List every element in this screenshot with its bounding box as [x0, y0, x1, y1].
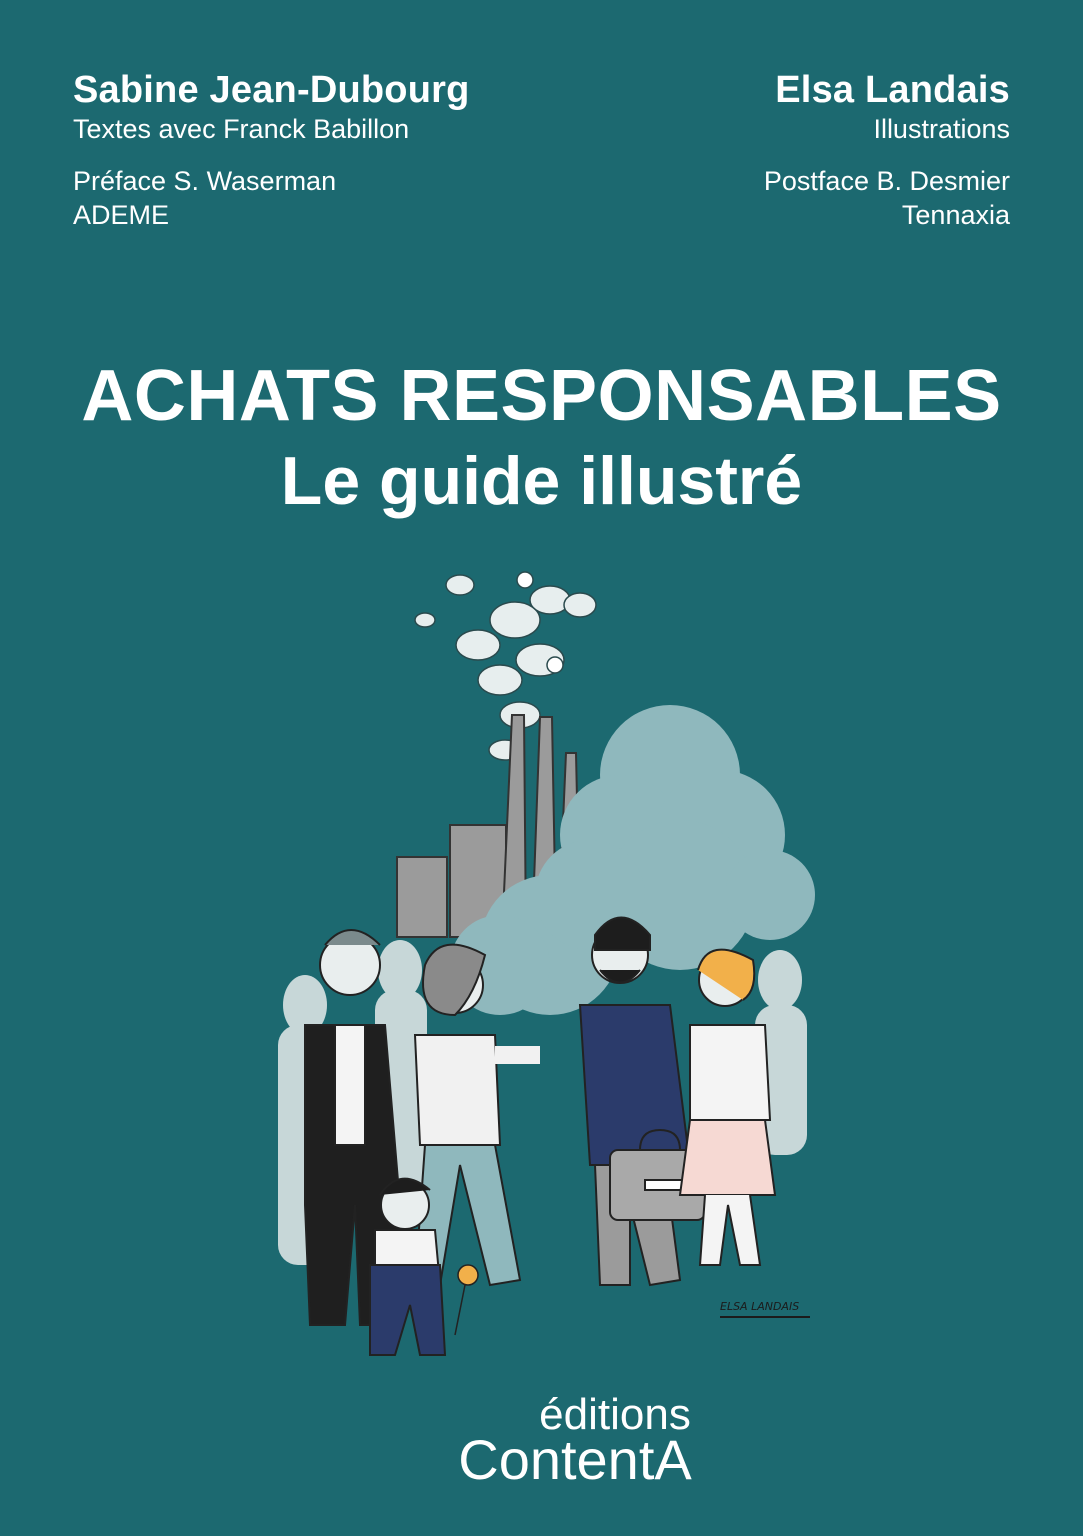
preface-org: ADEME: [73, 200, 170, 230]
preface-credit: Préface S. Waserman: [73, 166, 337, 196]
illustrator-role: Illustrations: [873, 114, 1010, 144]
postface-credit: Postface B. Desmier: [763, 166, 1010, 196]
publisher-line1: éditions: [539, 1390, 691, 1439]
cover-illustration: [250, 565, 850, 1385]
book-subtitle: Le guide illustré: [280, 443, 803, 519]
flower-icon: [455, 1265, 478, 1335]
postface-org: Tennaxia: [901, 200, 1010, 230]
author-name: Sabine Jean-Dubourg: [73, 69, 470, 111]
right-credits: [764, 68, 1010, 232]
smoke-flowers-icon: [415, 572, 596, 760]
publisher-line2: ContentA: [458, 1428, 692, 1491]
title-block: [0, 356, 1083, 520]
book-title: ACHATS RESPONSABLES: [81, 356, 1002, 436]
publisher-logo: [458, 1390, 710, 1491]
left-credits: [73, 68, 470, 232]
co-author: Textes avec Franck Babillon: [73, 114, 410, 144]
illustrator-signature: ELSA LANDAIS: [720, 1300, 800, 1313]
illustrator-name: Elsa Landais: [775, 69, 1010, 111]
